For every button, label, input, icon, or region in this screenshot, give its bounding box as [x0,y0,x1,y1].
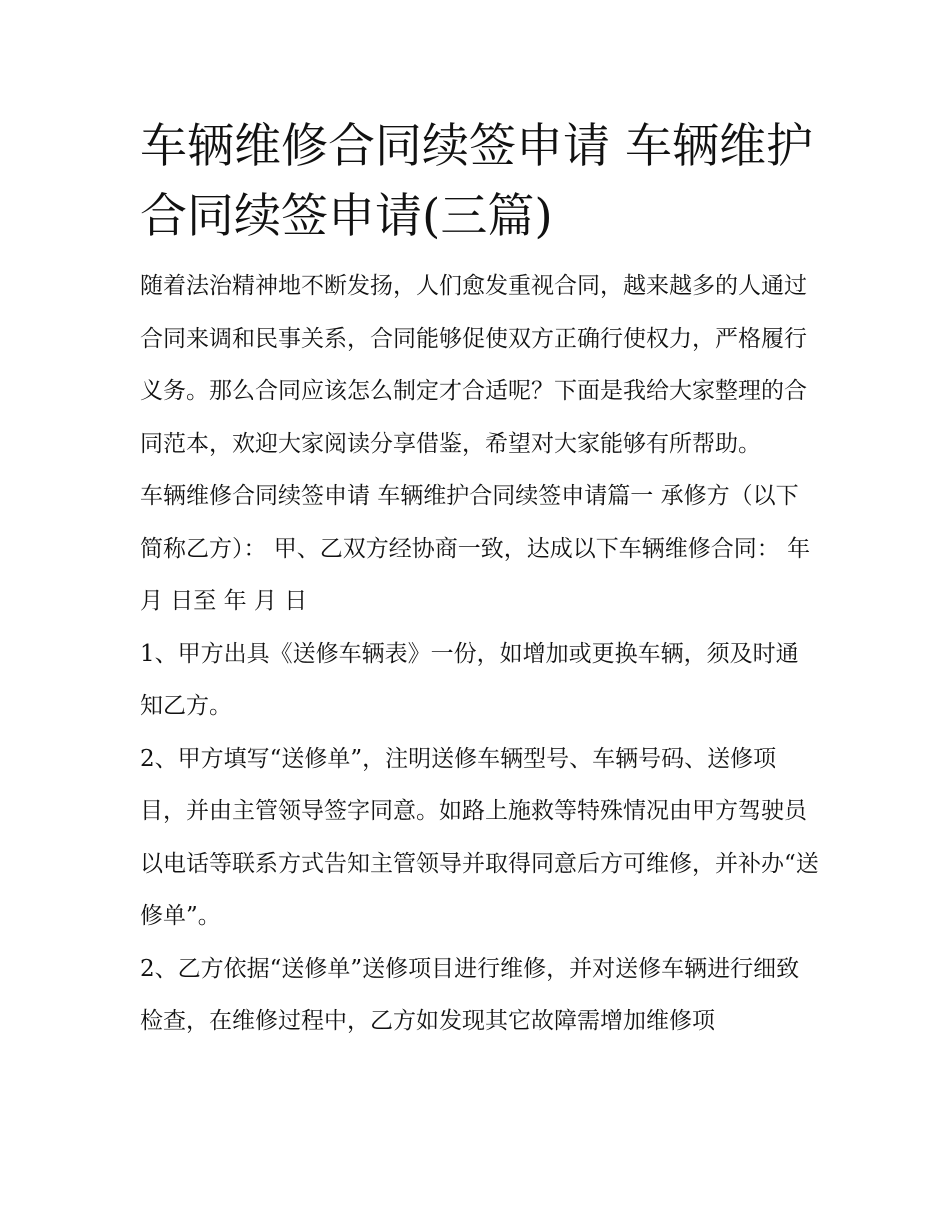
paragraph-clause-1: 1、甲方出具《送修车辆表》一份，如增加或更换车辆，须及时通知乙方。 [140,640,799,719]
paragraph-clause-2a: 2、甲方填写“送修单”，注明送修车辆型号、车辆号码、送修项目，并由主管领导签字同意。如路上施救等特殊情况由甲方驾驶员以电话等联系方式告知主管领导并取得同意后方可维修，并补办“送修单”。 [140,745,819,929]
document-page [140,112,820,1048]
paragraph-contract-header: 车辆维修合同续签申请 车辆维护合同续签申请篇一 承修方（以下简称乙方）： 甲、乙双方经协商一致，达成以下车辆维修合同： 年 月 日至 年 月 日 [140,483,811,614]
paragraph-clause-2b: 2、乙方依据“送修单”送修项目进行维修，并对送修车辆进行细致检查，在维修过程中，乙方如发现其它故障需增加维修项 [140,955,800,1034]
paragraph-intro: 随着法治精神地不断发扬，人们愈发重视合同，越来越多的人通过合同来调和民事关系，合同能够促使双方正确行使权力，严格履行义务。那么合同应该怎么制定才合适呢？下面是我给大家整理的合同范本，欢迎大家阅读分享借鉴，希望对大家能够有所帮助。 [140,273,807,457]
document-title: 车辆维修合同续签申请 车辆维护合同续签申请(三篇) [140,119,813,244]
